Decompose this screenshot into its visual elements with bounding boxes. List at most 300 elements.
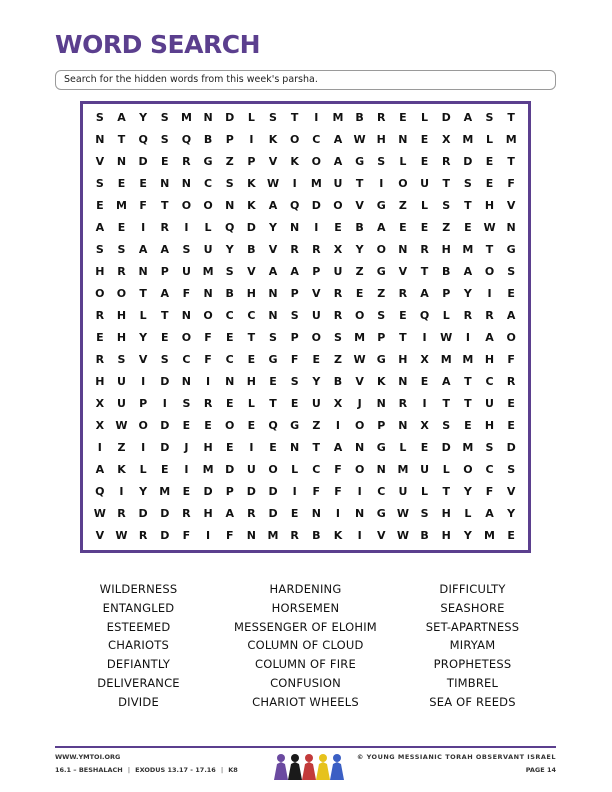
grid-letter: C bbox=[225, 308, 234, 322]
grid-letter: I bbox=[487, 286, 492, 300]
grid-letter: N bbox=[398, 132, 408, 146]
grid-letter: N bbox=[138, 264, 148, 278]
grid-letter: V bbox=[312, 286, 321, 300]
grid-letter: I bbox=[249, 132, 254, 146]
grid-letter: E bbox=[139, 176, 147, 190]
grid-letter: S bbox=[269, 110, 277, 124]
grid-letter: D bbox=[203, 485, 213, 499]
grid-letter: X bbox=[420, 419, 429, 433]
grid-letter: R bbox=[506, 375, 516, 389]
word-list-item: MIRYAM bbox=[449, 638, 496, 653]
grid-letter: H bbox=[95, 264, 105, 278]
grid-letter: S bbox=[377, 308, 386, 322]
grid-letter: E bbox=[117, 220, 126, 234]
grid-letter: M bbox=[202, 264, 214, 278]
grid-letter: W bbox=[440, 331, 453, 345]
word-list-item: CHARIOT WHEELS bbox=[252, 694, 359, 709]
grid-letter: F bbox=[334, 485, 342, 499]
grid-letter: F bbox=[312, 485, 321, 499]
grid-letter: T bbox=[117, 132, 126, 146]
grid-letter: O bbox=[203, 198, 213, 212]
grid-letter: Y bbox=[463, 485, 472, 499]
grid-letter: K bbox=[333, 529, 343, 543]
footer-url: WWW.YMTOI.ORG bbox=[55, 753, 121, 761]
grid-letter: T bbox=[139, 286, 147, 300]
grid-letter: S bbox=[225, 264, 234, 278]
grid-letter: E bbox=[96, 198, 104, 212]
grid-letter: M bbox=[202, 463, 214, 477]
grid-letter: N bbox=[355, 507, 365, 521]
grid-letter: C bbox=[485, 463, 494, 477]
grid-letter: N bbox=[290, 441, 300, 455]
grid-letter: U bbox=[485, 397, 494, 411]
grid-letter: Z bbox=[442, 220, 451, 234]
grid-letter: E bbox=[247, 353, 256, 367]
grid-letter: M bbox=[462, 132, 474, 146]
grid-letter: P bbox=[312, 264, 321, 278]
grid-letter: I bbox=[292, 485, 297, 499]
grid-letter: E bbox=[269, 441, 277, 455]
grid-letter: R bbox=[95, 308, 105, 322]
grid-letter: I bbox=[292, 176, 297, 190]
grid-letter: L bbox=[399, 441, 407, 455]
grid-letter: B bbox=[225, 286, 234, 300]
grid-letter: R bbox=[117, 507, 126, 521]
grid-letter: N bbox=[181, 176, 192, 190]
grid-letter: Z bbox=[312, 419, 321, 433]
grid-letter: R bbox=[290, 242, 299, 256]
grid-letter: C bbox=[377, 485, 386, 499]
grid-letter: E bbox=[355, 286, 364, 300]
grid-letter: A bbox=[333, 132, 343, 146]
grid-letter: E bbox=[420, 220, 429, 234]
grid-letter: W bbox=[93, 507, 106, 521]
grid-letter: N bbox=[116, 154, 127, 168]
grid-letter: D bbox=[463, 154, 473, 168]
grid-letter: K bbox=[268, 132, 278, 146]
grid-letter: R bbox=[160, 220, 169, 234]
grid-letter: S bbox=[95, 176, 104, 190]
logo-figure bbox=[274, 762, 288, 780]
grid-letter: Z bbox=[225, 154, 234, 168]
grid-letter: X bbox=[95, 419, 105, 433]
grid-letter: C bbox=[204, 176, 213, 190]
grid-letter: C bbox=[312, 463, 321, 477]
grid-letter: Q bbox=[225, 220, 235, 234]
grid-letter: R bbox=[377, 110, 386, 124]
page-title: WORD SEARCH bbox=[55, 30, 260, 59]
grid-letter: D bbox=[246, 220, 256, 234]
grid-letter: V bbox=[355, 375, 364, 389]
grid-letter: V bbox=[506, 198, 516, 212]
grid-letter: O bbox=[354, 308, 365, 322]
grid-letter: S bbox=[507, 264, 516, 278]
grid-letter: E bbox=[312, 353, 321, 367]
word-list-item: CONFUSION bbox=[270, 675, 341, 690]
grid-letter: I bbox=[249, 441, 254, 455]
grid-letter: T bbox=[442, 176, 450, 190]
grid-letter: O bbox=[311, 154, 321, 168]
grid-letter: H bbox=[441, 507, 451, 521]
grid-letter: M bbox=[310, 176, 322, 190]
grid-letter: Q bbox=[181, 132, 192, 146]
grid-letter: O bbox=[354, 419, 365, 433]
grid-letter: F bbox=[507, 353, 515, 367]
grid-letter: S bbox=[160, 110, 169, 124]
word-list-item: CHARIOTS bbox=[108, 638, 169, 653]
grid-letter: V bbox=[268, 242, 278, 256]
word-list-item: COLUMN OF FIRE bbox=[255, 657, 356, 672]
grid-letter: B bbox=[355, 220, 364, 234]
grid-letter: A bbox=[117, 110, 126, 124]
grid-letter: N bbox=[181, 308, 192, 322]
grid-letter: V bbox=[138, 353, 148, 367]
grid-letter: S bbox=[182, 242, 191, 256]
grid-letter: I bbox=[141, 220, 146, 234]
grid-letter: I bbox=[465, 331, 470, 345]
grid-letter: W bbox=[353, 353, 366, 367]
grid-letter: V bbox=[95, 154, 105, 168]
grid-letter: H bbox=[441, 242, 451, 256]
grid-letter: D bbox=[160, 419, 170, 433]
grid-letter: R bbox=[420, 242, 429, 256]
grid-letter: V bbox=[377, 529, 386, 543]
grid-letter: H bbox=[95, 375, 105, 389]
grid-letter: D bbox=[160, 441, 170, 455]
grid-letter: N bbox=[398, 242, 408, 256]
grid-letter: K bbox=[247, 176, 256, 190]
grid-letter: K bbox=[247, 198, 256, 212]
grid-letter: F bbox=[485, 485, 494, 499]
grid-letter: D bbox=[138, 507, 148, 521]
grid-letter: Z bbox=[355, 264, 364, 278]
grid-letter: T bbox=[355, 176, 364, 190]
grid-letter: M bbox=[462, 353, 474, 367]
grid-letter: A bbox=[268, 264, 278, 278]
grid-letter: E bbox=[507, 529, 515, 543]
grid-letter: U bbox=[117, 375, 126, 389]
grid-letter: N bbox=[181, 375, 192, 389]
grid-letter: R bbox=[333, 286, 343, 300]
grid-letter: T bbox=[161, 308, 169, 322]
grid-letter: M bbox=[332, 110, 344, 124]
grid-letter: O bbox=[484, 264, 495, 278]
grid-letter: O bbox=[289, 132, 300, 146]
grid-letter: S bbox=[160, 353, 169, 367]
grid-letter: E bbox=[464, 419, 472, 433]
grid-letter: N bbox=[506, 220, 516, 234]
grid-letter: P bbox=[290, 286, 299, 300]
grid-letter: O bbox=[225, 419, 235, 433]
grid-letter: P bbox=[139, 397, 148, 411]
grid-letter: F bbox=[290, 353, 299, 367]
grid-letter: H bbox=[484, 198, 495, 212]
grid-letter: N bbox=[376, 397, 386, 411]
grid-letter: L bbox=[247, 110, 255, 124]
logo-figure bbox=[330, 762, 344, 780]
grid-letter: E bbox=[161, 154, 169, 168]
grid-letter: O bbox=[95, 286, 105, 300]
grid-letter: A bbox=[463, 264, 473, 278]
grid-letter: Y bbox=[269, 220, 277, 234]
grid-letter: A bbox=[377, 220, 386, 234]
grid-letter: I bbox=[357, 529, 362, 543]
grid-letter: R bbox=[182, 154, 191, 168]
grid-letter: B bbox=[442, 264, 451, 278]
grid-letter: P bbox=[160, 264, 169, 278]
grid-letter: I bbox=[206, 375, 211, 389]
grid-letter: F bbox=[334, 463, 342, 477]
grid-letter: T bbox=[399, 331, 407, 345]
grid-letter: Q bbox=[289, 198, 300, 212]
grid-letter: I bbox=[335, 419, 341, 433]
grid-letter: M bbox=[354, 331, 366, 345]
grid-letter: S bbox=[507, 463, 516, 477]
grid-letter: O bbox=[398, 176, 408, 190]
grid-letter: B bbox=[420, 529, 429, 543]
grid-letter: Y bbox=[139, 485, 148, 499]
grid-letter: E bbox=[464, 220, 472, 234]
grid-letter: T bbox=[312, 441, 321, 455]
grid-letter: A bbox=[333, 154, 343, 168]
grid-letter: G bbox=[506, 242, 516, 256]
grid-letter: I bbox=[206, 529, 211, 543]
grid-letter: T bbox=[464, 375, 472, 389]
grid-letter: A bbox=[225, 507, 234, 521]
grid-letter: C bbox=[225, 353, 234, 367]
grid-letter: H bbox=[441, 529, 451, 543]
grid-letter: R bbox=[312, 242, 321, 256]
grid-letter: M bbox=[159, 485, 171, 499]
word-list-item: WILDERNESS bbox=[99, 582, 178, 596]
grid-letter: I bbox=[422, 331, 427, 345]
grid-letter: U bbox=[181, 264, 191, 278]
grid-letter: L bbox=[421, 198, 429, 212]
grid-letter: Z bbox=[117, 441, 126, 455]
grid-letter: D bbox=[311, 198, 321, 212]
instructions-box: Search for the hidden words from this week's parsha. bbox=[55, 70, 556, 90]
grid-letter: A bbox=[160, 242, 170, 256]
grid-letter: M bbox=[115, 198, 127, 212]
grid-letter: A bbox=[463, 110, 473, 124]
grid-letter: P bbox=[225, 485, 234, 499]
grid-letter: U bbox=[203, 242, 213, 256]
grid-letter: S bbox=[160, 132, 169, 146]
grid-letter: S bbox=[442, 419, 451, 433]
grid-letter: I bbox=[379, 176, 384, 190]
grid-letter: K bbox=[290, 154, 299, 168]
grid-letter: T bbox=[161, 198, 169, 212]
grid-letter: A bbox=[268, 198, 278, 212]
logo-figure bbox=[288, 762, 302, 780]
grid-letter: D bbox=[268, 507, 278, 521]
grid-letter: Y bbox=[507, 507, 516, 521]
grid-letter: N bbox=[268, 286, 278, 300]
word-list-item: HORSEMEN bbox=[271, 600, 340, 615]
grid-letter: U bbox=[246, 463, 256, 477]
grid-letter: N bbox=[95, 132, 105, 146]
grid-letter: O bbox=[181, 198, 192, 212]
grid-letter: M bbox=[462, 441, 474, 455]
grid-letter: E bbox=[420, 132, 429, 146]
grid-letter: G bbox=[203, 154, 213, 168]
grid-letter: O bbox=[311, 331, 321, 345]
grid-letter: T bbox=[485, 242, 494, 256]
grid-letter: H bbox=[246, 286, 256, 300]
grid-letter: D bbox=[160, 529, 170, 543]
grid-letter: O bbox=[333, 198, 343, 212]
grid-letter: I bbox=[141, 441, 146, 455]
grid-letter: R bbox=[247, 507, 256, 521]
grid-letter: R bbox=[398, 397, 408, 411]
grid-letter: N bbox=[311, 507, 321, 521]
grid-letter: I bbox=[119, 485, 124, 499]
grid-letter: N bbox=[376, 463, 386, 477]
grid-letter: F bbox=[204, 353, 212, 367]
grid-letter: U bbox=[420, 176, 430, 190]
footer-parsha-info bbox=[55, 766, 238, 774]
grid-letter: T bbox=[269, 397, 277, 411]
logo-figures-icon bbox=[270, 752, 348, 782]
grid-letter: T bbox=[442, 485, 450, 499]
grid-letter: E bbox=[507, 397, 515, 411]
grid-letter: W bbox=[115, 529, 128, 543]
footer-separator: | bbox=[220, 766, 224, 774]
word-list-item: DIVIDE bbox=[118, 694, 159, 709]
grid-letter: R bbox=[117, 264, 126, 278]
grid-letter: T bbox=[464, 397, 472, 411]
grid-letter: V bbox=[268, 154, 278, 168]
grid-letter: N bbox=[203, 286, 213, 300]
grid-letter: P bbox=[442, 286, 451, 300]
grid-letter: M bbox=[397, 463, 409, 477]
grid-letter: N bbox=[355, 441, 365, 455]
grid-letter: W bbox=[115, 419, 128, 433]
grid-letter: Y bbox=[312, 375, 321, 389]
grid-letter: Y bbox=[463, 529, 472, 543]
grid-letter: A bbox=[138, 242, 148, 256]
grid-letter: D bbox=[160, 507, 170, 521]
grid-letter: F bbox=[225, 529, 234, 543]
grid-letter: I bbox=[422, 397, 427, 411]
grid-letter: R bbox=[138, 529, 148, 543]
grid-letter: A bbox=[420, 286, 429, 300]
grid-letter: A bbox=[95, 463, 105, 477]
grid-letter: G bbox=[376, 353, 386, 367]
grid-letter: L bbox=[442, 308, 450, 322]
grid-letter: O bbox=[138, 419, 148, 433]
word-list-item: DELIVERANCE bbox=[97, 675, 180, 690]
grid-letter: Z bbox=[398, 198, 407, 212]
grid-letter: N bbox=[290, 220, 300, 234]
grid-letter: Q bbox=[95, 485, 105, 499]
grid-letter: Y bbox=[355, 242, 364, 256]
word-list-item: ESTEEMED bbox=[106, 619, 171, 634]
grid-letter: L bbox=[139, 308, 147, 322]
grid-letter: B bbox=[203, 132, 213, 146]
grid-letter: G bbox=[376, 441, 386, 455]
grid-letter: N bbox=[246, 529, 256, 543]
grid-letter: S bbox=[290, 308, 299, 322]
grid-letter: G bbox=[268, 353, 278, 367]
grid-letter: D bbox=[138, 154, 148, 168]
grid-letter: B bbox=[355, 110, 364, 124]
grid-letter: U bbox=[420, 463, 430, 477]
grid-letter: O bbox=[203, 308, 213, 322]
word-list-item: SEA OF REEDS bbox=[429, 694, 516, 709]
grid-letter: D bbox=[506, 441, 516, 455]
grid-letter: V bbox=[247, 264, 256, 278]
grid-letter: S bbox=[377, 154, 386, 168]
grid-letter: R bbox=[441, 154, 451, 168]
grid-letter: Z bbox=[333, 353, 342, 367]
grid-letter: Q bbox=[138, 132, 148, 146]
grid-letter: W bbox=[396, 529, 409, 543]
grid-letter: O bbox=[354, 463, 365, 477]
grid-letter: A bbox=[485, 507, 494, 521]
logo-figure-head bbox=[333, 754, 341, 762]
word-list-item: DEFIANTLY bbox=[106, 657, 171, 672]
grid-letter: S bbox=[485, 110, 494, 124]
grid-letter: R bbox=[203, 397, 213, 411]
grid-letter: H bbox=[484, 419, 495, 433]
grid-letter: T bbox=[464, 198, 472, 212]
grid-letter: X bbox=[95, 397, 105, 411]
word-list bbox=[55, 582, 556, 714]
word-list-item: HARDENING bbox=[269, 582, 342, 596]
grid-letter: L bbox=[442, 463, 450, 477]
grid-letter: L bbox=[247, 397, 255, 411]
grid-letter: I bbox=[314, 220, 319, 234]
grid-letter: S bbox=[485, 441, 494, 455]
grid-letter: G bbox=[376, 198, 386, 212]
grid-letter: O bbox=[506, 331, 516, 345]
grid-letter: I bbox=[335, 507, 341, 521]
grid-letter: E bbox=[96, 331, 104, 345]
grid-letter: G bbox=[355, 154, 365, 168]
grid-letter: U bbox=[333, 176, 343, 190]
grid-letter: I bbox=[97, 441, 102, 455]
grid-letter: N bbox=[160, 176, 170, 190]
grid-letter: E bbox=[225, 331, 234, 345]
grid-letter: F bbox=[182, 529, 191, 543]
word-list-item: DIFFICULTY bbox=[439, 582, 506, 596]
grid-letter: S bbox=[463, 176, 472, 190]
grid-letter: E bbox=[420, 375, 429, 389]
grid-letter: S bbox=[225, 176, 234, 190]
grid-letter: N bbox=[268, 308, 278, 322]
footer-parsha: 16.1 – BESHALACH bbox=[55, 766, 123, 774]
grid-letter: Y bbox=[139, 110, 148, 124]
grid-letter: N bbox=[398, 419, 408, 433]
grid-letter: S bbox=[442, 198, 451, 212]
grid-letter: A bbox=[290, 264, 299, 278]
word-list-item: TIMBREL bbox=[446, 675, 499, 690]
grid-letter: E bbox=[507, 286, 515, 300]
grid-letter: I bbox=[141, 375, 146, 389]
grid-letter: M bbox=[440, 353, 452, 367]
grid-letter: A bbox=[506, 308, 516, 322]
grid-letter: H bbox=[116, 331, 127, 345]
grid-letter: W bbox=[353, 132, 366, 146]
grid-letter: T bbox=[290, 110, 299, 124]
grid-letter: R bbox=[290, 529, 299, 543]
grid-letter: L bbox=[291, 463, 299, 477]
grid-letter: O bbox=[116, 286, 127, 300]
grid-letter: H bbox=[116, 308, 127, 322]
logo-figure-head bbox=[319, 754, 327, 762]
grid-letter: I bbox=[184, 463, 189, 477]
